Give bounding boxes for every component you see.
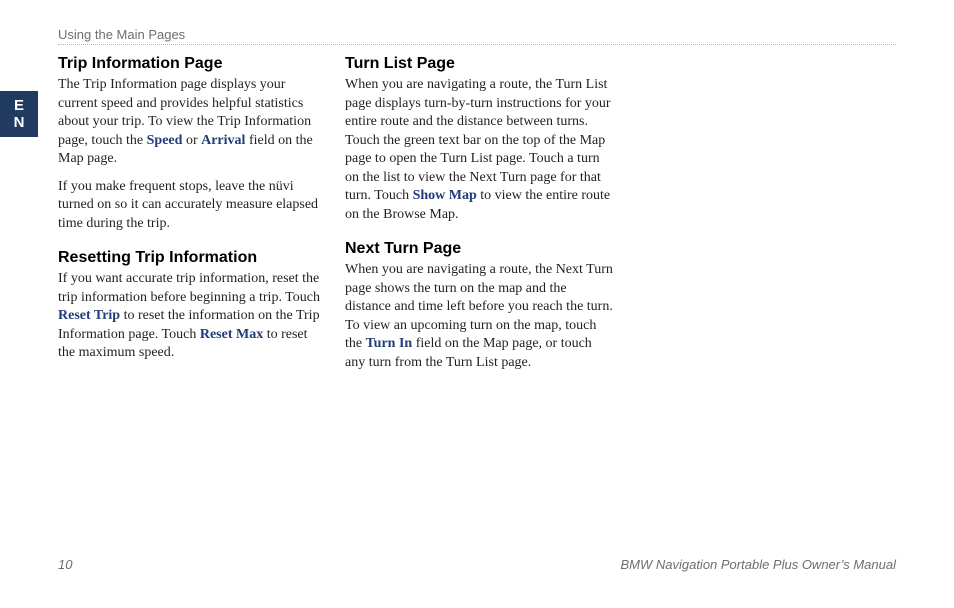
text-run: When you are navigating a route, the Next Turn page shows the turn on the map and the distance and time left before you reach the turn. To view an upcoming turn on the map, touch the [345, 262, 613, 351]
resetting-trip-information-paragraph [58, 270, 324, 363]
reset-max-keyword: Reset Max [199, 326, 264, 342]
text-run: The Trip Information page displays your current speed and provides helpful statistics about your trip. To view the Trip Information page, touch the [58, 77, 312, 148]
resetting-trip-information-section [58, 248, 324, 363]
text-run: field on the Map page, or touch any turn from the Turn List page. [345, 336, 592, 370]
page-number: 10 [58, 557, 73, 572]
turn-in-keyword: Turn In [365, 336, 413, 351]
language-tab-letter-1: E [13, 97, 24, 114]
trip-information-paragraph-1 [58, 76, 324, 169]
show-map-keyword: Show Map [412, 188, 477, 203]
turn-list-section [345, 54, 615, 224]
text-run: or [182, 132, 202, 148]
arrival-keyword: Arrival [201, 132, 246, 148]
trip-information-paragraph-2: If you make frequent stops, leave the nüvi turned on so it can accurately measure elapsed time during the trip. [58, 178, 319, 231]
text-run: field on the Map page. [58, 132, 313, 166]
next-turn-section [345, 239, 615, 372]
left-column [58, 54, 324, 363]
language-tab-letter-2: N [13, 114, 25, 131]
text-run: to view the entire route on the Browse Map. [345, 188, 611, 222]
trip-information-section [58, 54, 324, 233]
header-divider [58, 44, 896, 45]
speed-keyword: Speed [146, 132, 183, 148]
middle-column [345, 54, 615, 372]
text-run: to reset the information on the Trip Information page. Touch [58, 308, 320, 342]
text-run: to reset the maximum speed. [58, 326, 308, 360]
trip-information-heading: Trip Information Page [58, 55, 223, 72]
resetting-trip-information-heading: Resetting Trip Information [58, 249, 258, 266]
next-turn-paragraph [345, 261, 615, 372]
next-turn-heading: Next Turn Page [345, 240, 462, 257]
turn-list-heading: Turn List Page [345, 55, 455, 72]
text-run: When you are navigating a route, the Turn List page displays turn-by-turn instructions for your entire route and the distance between turns. Touch the green text bar on the top of the Map page to open the Turn List page. Touch a turn on the list to view the Next Turn page for that turn. Touch [345, 77, 611, 203]
text-run: If you want accurate trip information, reset the trip information before beginning a trip. Touch [58, 271, 320, 305]
language-tab [0, 91, 38, 137]
manual-title: BMW Navigation Portable Plus Owner’s Manual [620, 557, 896, 572]
turn-list-paragraph [345, 76, 615, 224]
reset-trip-keyword: Reset Trip [58, 308, 121, 323]
running-header: Using the Main Pages [58, 27, 186, 42]
